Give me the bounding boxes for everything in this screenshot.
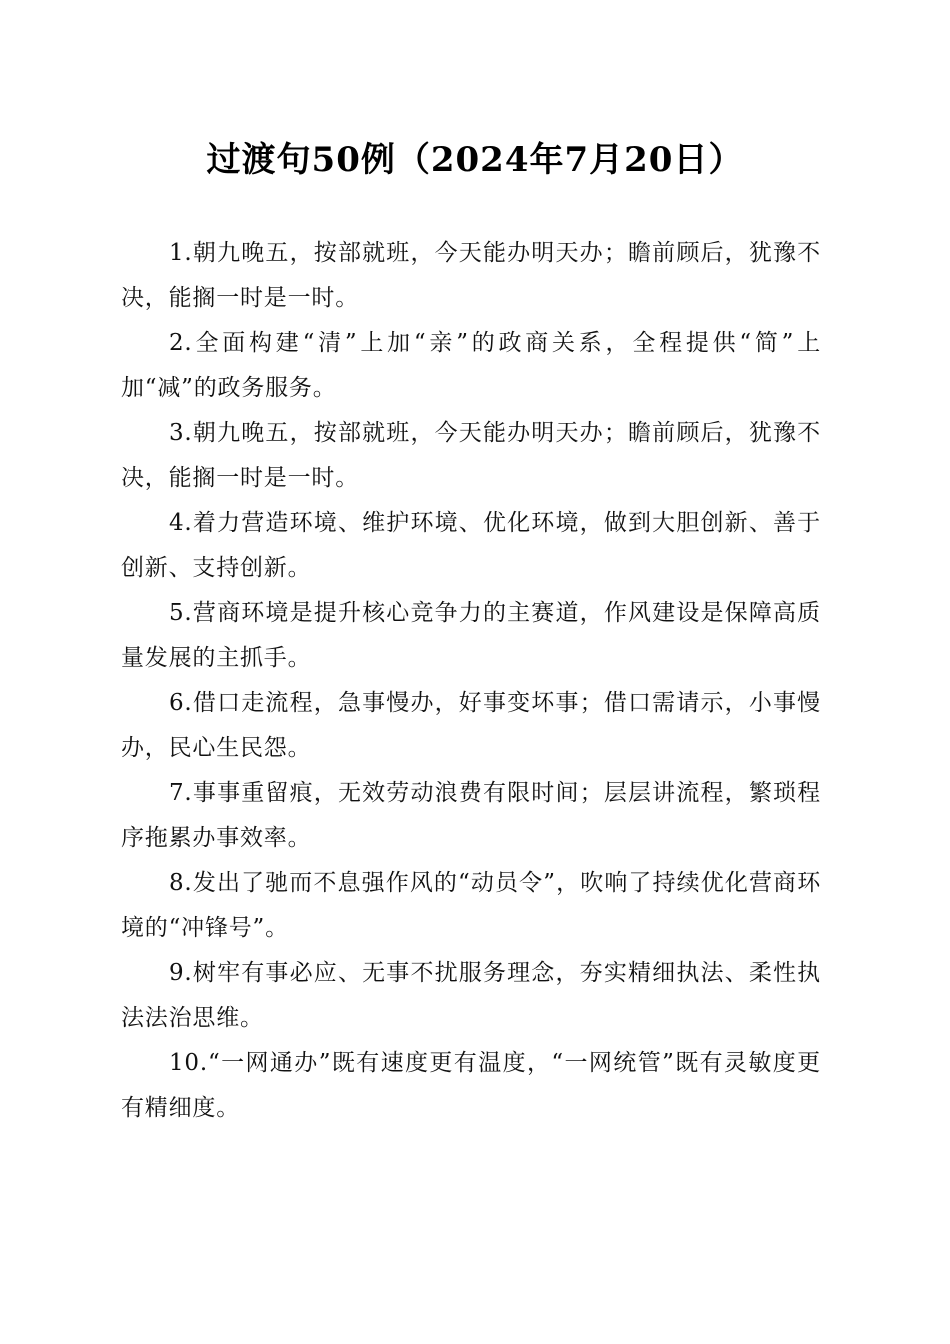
list-item: 9.树牢有事必应、无事不扰服务理念，夯实精细执法、柔性执法法治思维。 — [121, 960, 821, 1031]
list-item: 6.借口走流程，急事慢办，好事变坏事；借口需请示，小事慢办，民心生民怨。 — [121, 690, 821, 761]
list-item: 4.着力营造环境、维护环境、优化环境，做到大胆创新、善于创新、支持创新。 — [121, 510, 821, 581]
list-item: 10.“一网通办”既有速度更有温度，“一网统管”既有灵敏度更有精细度。 — [121, 1050, 821, 1121]
document-title: 过渡句50例（2024年7月20日） — [206, 140, 744, 180]
list-item: 1.朝九晚五，按部就班，今天能办明天办；瞻前顾后，犹豫不决，能搁一时是一时。 — [121, 240, 821, 311]
list-item: 3.朝九晚五，按部就班，今天能办明天办；瞻前顾后，犹豫不决，能搁一时是一时。 — [121, 420, 821, 491]
list-item: 8.发出了驰而不息强作风的“动员令”，吹响了持续优化营商环境的“冲锋号”。 — [121, 870, 821, 941]
list-item: 2.全面构建“清”上加“亲”的政商关系，全程提供“简”上加“减”的政务服务。 — [121, 330, 821, 401]
list-item: 5.营商环境是提升核心竞争力的主赛道，作风建设是保障高质量发展的主抓手。 — [121, 600, 821, 671]
list-item: 7.事事重留痕，无效劳动浪费有限时间；层层讲流程，繁琐程序拖累办事效率。 — [121, 780, 821, 851]
item-list — [121, 231, 821, 1131]
